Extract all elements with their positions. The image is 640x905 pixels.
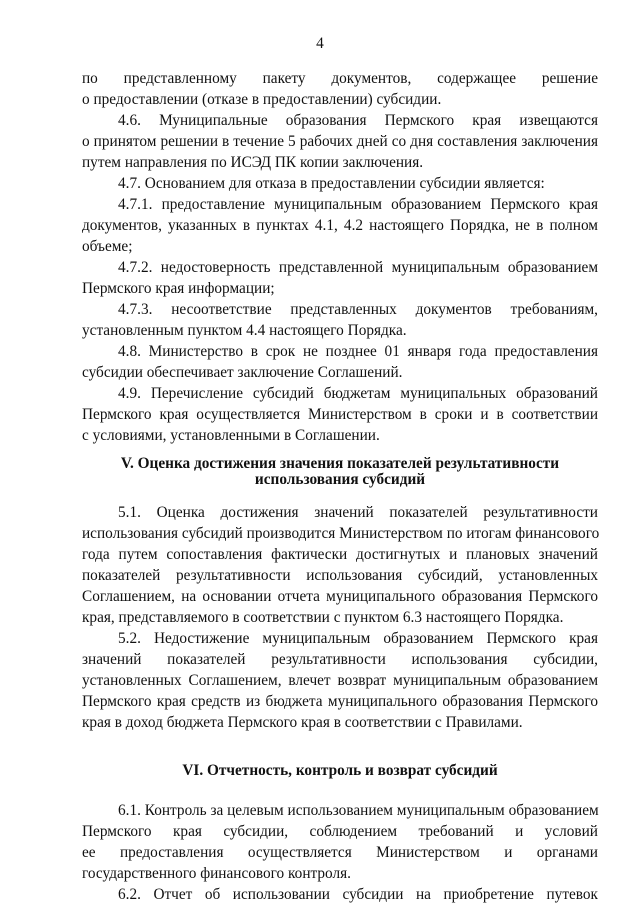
text-line: о предоставлении (отказе в предоставлении) субсидии. [82,91,442,108]
text-line: с условиями, установленными в Соглашении. [82,427,380,444]
text-line: 5.2. Недостижение муниципальным образованием Пермского края [118,630,598,647]
text-line: использования субсидий производится Министерством по итогам финансового [82,525,600,542]
text-line: 6.1. Контроль за целевым использованием муниципальным образованием [118,802,599,819]
section-heading-v [82,456,598,488]
text-line: 4.7.2. недостоверность представленной муниципальным образованием [118,259,598,276]
text-line: Пермского края средств из бюджета муниципального образования Пермского [82,693,598,710]
text-line: объеме; [82,238,133,255]
text-line: о принятом решении в течение 5 рабочих дней со дня составления заключения [82,133,598,150]
paragraph-4-8 [82,341,598,383]
text-line: Пермского края информации; [82,280,275,297]
text-line: Пермского края субсидии, соблюдением требований и условий [82,823,598,840]
paragraph-4-6 [82,110,598,173]
text-line: документов, указанных в пунктах 4.1, 4.2 настоящего Порядка, не в полном [82,217,598,234]
heading-line: VI. Отчетность, контроль и возврат субсидий [182,762,498,779]
paragraph-4-7 [82,173,598,194]
paragraph-6-1 [82,800,598,884]
text-line: 4.8. Министерство в срок не позднее 01 января года предоставления [118,343,598,360]
page-number: 4 [316,35,324,52]
text-line: ее предоставления осуществляется Министерством и органами [82,844,598,861]
text-line: 4.7. Основанием для отказа в предоставлении субсидии является: [118,175,545,192]
paragraph-continuation [82,68,598,110]
text-line: 4.9. Перечисление субсидий бюджетам муниципальных образований [118,385,598,402]
paragraph-4-9 [82,383,598,446]
paragraph-5-1 [82,502,598,628]
paragraph-4-7-3 [82,299,598,341]
text-line: значений показателей результативности использования субсидии, [82,651,598,668]
text-line: Пермского края осуществляется Министерством в сроки и в соответствии [82,406,598,423]
text-line: 4.7.1. предоставление муниципальным образованием Пермского края [118,196,598,213]
text-line: 4.6. Муниципальные образования Пермского края извещаются [118,112,598,129]
heading-line: использования субсидий [254,471,426,488]
paragraph-6-2 [82,884,598,905]
text-line: 6.2. Отчет об использовании субсидии на приобретение путевок [118,886,598,903]
text-line: государственного финансового контроля. [82,865,351,882]
paragraph-4-7-2 [82,257,598,299]
text-line: Соглашением, на основании отчета муниципального образования Пермского [82,588,598,605]
text-line: края в доход бюджета Пермского края в соответствии с Правилами. [82,714,523,731]
text-line: года путем сопоставления фактически достигнутых и плановых значений [82,546,598,563]
text-line: путем направления по ИСЭД ПК копии заключения. [82,154,424,171]
text-line: субсидии обеспечивает заключение Соглашений. [82,364,403,381]
text-line: показателей результативности использования субсидий, установленных [82,567,598,584]
section-heading-vi [82,763,598,779]
heading-line: V. Оценка достижения значения показателей результативности [120,455,560,472]
text-line: установленным пунктом 4.4 настоящего Порядка. [82,322,407,339]
text-line: 5.1. Оценка достижения значений показателей результативности [118,504,598,521]
paragraph-4-7-1 [82,194,598,257]
text-line: края, представляемого в соответствии с пунктом 6.3 настоящего Порядка. [82,609,564,626]
text-line: по представленному пакету документов, содержащее решение [82,70,598,87]
text-line: установленных Соглашением, влечет возврат муниципальным образованием [82,672,598,689]
text-line: 4.7.3. несоответствие представленных документов требованиям, [118,301,598,318]
paragraph-5-2 [82,628,598,733]
